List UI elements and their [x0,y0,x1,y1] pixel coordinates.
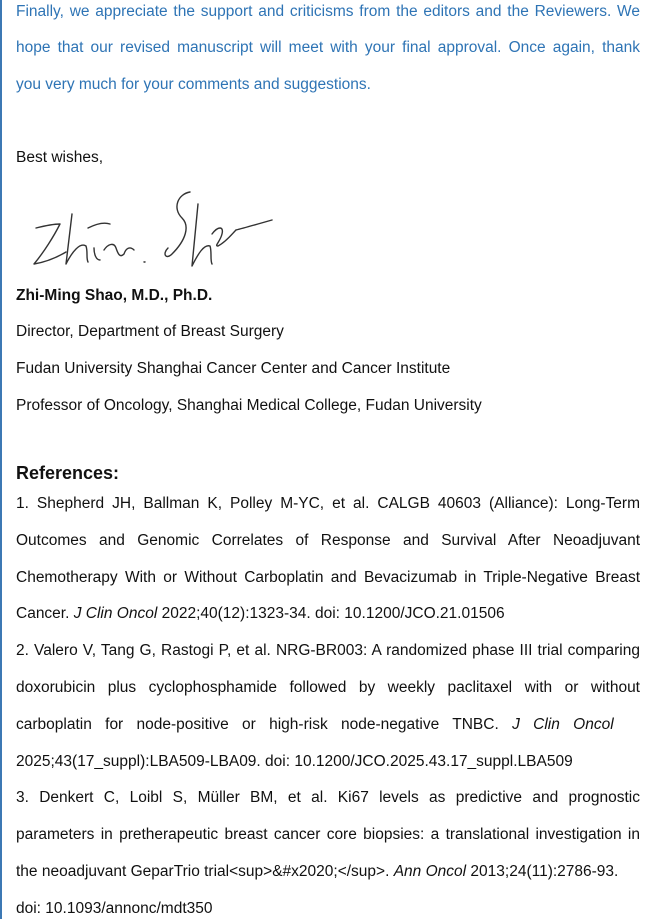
journal-name: Ann Oncol [393,863,467,880]
journal-name: J Clin Oncol [73,605,158,622]
salutation: Best wishes, [16,149,104,166]
handwritten-signature [22,184,282,274]
author-title-line-2: Fudan University Shanghai Cancer Center and Cancer Institute [16,360,451,377]
reference-line-10: parameters in pretherapeutic breast cancer core biopsies: a translational investigation in [16,826,640,843]
closing-paragraph-line-3: you very much for your comments and suggestions. [16,76,371,93]
reference-line-8: 2025;43(17_suppl):LBA509-LBA09. doi: 10.1200/JCO.2025.43.17_suppl.LBA509 [16,753,573,770]
reference-line-12: doi: 10.1093/annonc/mdt350 [16,900,213,917]
reference-line-2: Outcomes and Genomic Correlates of Response and Survival After Neoadjuvant [16,532,640,549]
author-title-line-3: Professor of Oncology, Shanghai Medical College, Fudan University [16,397,482,414]
reference-line-6: doxorubicin plus cyclophosphamide followed by weekly paclitaxel with or without [16,679,640,696]
closing-paragraph-line-2: hope that our revised manuscript will meet with your final approval. Once again, thank [16,39,640,56]
journal-name: J Clin Oncol [512,716,614,733]
reference-line-1: 1. Shepherd JH, Ballman K, Polley M-YC, et al. CALGB 40603 (Alliance): Long-Term [16,495,640,512]
left-margin-rule [0,0,2,919]
reference-line-3: Chemotherapy With or Without Carboplatin and Bevacizumab in Triple-Negative Breast [16,569,640,586]
author-title-line-1: Director, Department of Breast Surgery [16,323,284,340]
reference-line-11 [16,862,640,882]
closing-paragraph-line-1: Finally, we appreciate the support and criticisms from the editors and the Reviewers. We [16,3,640,20]
reference-line-5: 2. Valero V, Tang G, Rastogi P, et al. NRG-BR003: A randomized phase III trial comparing [16,642,640,659]
reference-text: Cancer. [16,605,74,622]
author-name: Zhi-Ming Shao, M.D., Ph.D. [16,287,213,304]
reference-text: 2022;40(12):1323-34. doi: 10.1200/JCO.21.01506 [157,605,505,622]
reference-text: 2013;24(11):2786-93. [466,863,619,880]
reference-text: carboplatin for node-positive or high-risk node-negative TNBC. [16,716,513,733]
references-heading: References: [16,463,120,483]
reference-line-9: 3. Denkert C, Loibl S, Müller BM, et al. Ki67 levels as predictive and prognostic [16,789,640,806]
reference-text: the neoadjuvant GeparTrio trial<sup>&#x2020;</sup>. [16,863,394,880]
reference-line-7 [16,715,640,735]
reference-line-4 [16,604,640,624]
